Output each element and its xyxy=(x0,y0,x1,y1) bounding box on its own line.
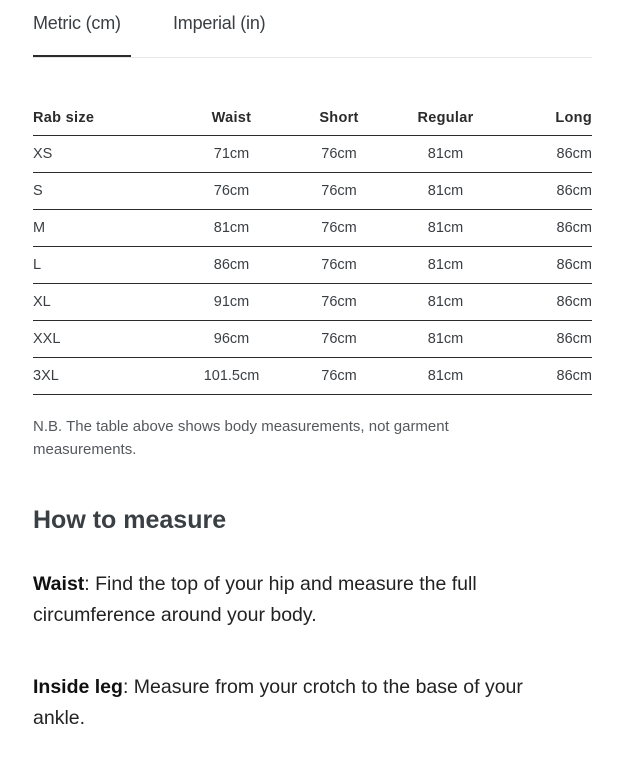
table-row xyxy=(33,172,592,209)
cell-long: 86cm xyxy=(493,357,592,394)
cell-size: S xyxy=(33,172,183,209)
cell-short: 76cm xyxy=(280,283,398,320)
table-row xyxy=(33,357,592,394)
cell-regular: 81cm xyxy=(398,320,493,357)
cell-long: 86cm xyxy=(493,246,592,283)
cell-waist: 96cm xyxy=(183,320,280,357)
waist-text: : Find the top of your hip and measure the full circumference around your body. xyxy=(33,573,477,626)
cell-short: 76cm xyxy=(280,172,398,209)
table-row xyxy=(33,246,592,283)
inside-leg-text: : Measure from your crotch to the base of your ankle. xyxy=(33,676,523,729)
table-row xyxy=(33,283,592,320)
waist-instruction xyxy=(33,569,573,631)
header-waist: Waist xyxy=(183,98,280,135)
cell-long: 86cm xyxy=(493,320,592,357)
cell-regular: 81cm xyxy=(398,135,493,172)
tab-metric[interactable]: Metric (cm) xyxy=(33,13,121,33)
cell-short: 76cm xyxy=(280,209,398,246)
size-chart-table xyxy=(33,98,592,395)
table-row xyxy=(33,135,592,172)
table-header-row xyxy=(33,98,592,135)
cell-waist: 81cm xyxy=(183,209,280,246)
cell-waist: 101.5cm xyxy=(183,357,280,394)
cell-long: 86cm xyxy=(493,209,592,246)
cell-regular: 81cm xyxy=(398,357,493,394)
cell-size: L xyxy=(33,246,183,283)
measurement-note: N.B. The table above shows body measurements, not garment measurements. xyxy=(33,418,449,458)
table-row xyxy=(33,320,592,357)
active-tab-indicator xyxy=(33,55,131,57)
cell-waist: 86cm xyxy=(183,246,280,283)
cell-size: 3XL xyxy=(33,357,183,394)
cell-size: XS xyxy=(33,135,183,172)
cell-waist: 76cm xyxy=(183,172,280,209)
how-to-measure-heading: How to measure xyxy=(33,506,227,534)
cell-short: 76cm xyxy=(280,357,398,394)
cell-waist: 91cm xyxy=(183,283,280,320)
inside-leg-instruction xyxy=(33,672,573,734)
inside-leg-term: Inside leg xyxy=(33,676,123,698)
cell-size: XL xyxy=(33,283,183,320)
cell-long: 86cm xyxy=(493,172,592,209)
cell-long: 86cm xyxy=(493,135,592,172)
header-regular: Regular xyxy=(398,98,493,135)
cell-size: M xyxy=(33,209,183,246)
cell-waist: 71cm xyxy=(183,135,280,172)
cell-short: 76cm xyxy=(280,246,398,283)
header-long: Long xyxy=(493,98,592,135)
table-row xyxy=(33,209,592,246)
header-rab-size: Rab size xyxy=(33,98,183,135)
cell-regular: 81cm xyxy=(398,209,493,246)
cell-short: 76cm xyxy=(280,135,398,172)
cell-size: XXL xyxy=(33,320,183,357)
header-short: Short xyxy=(280,98,398,135)
unit-tabs xyxy=(33,0,592,58)
cell-short: 76cm xyxy=(280,320,398,357)
waist-term: Waist xyxy=(33,573,85,595)
cell-regular: 81cm xyxy=(398,172,493,209)
cell-regular: 81cm xyxy=(398,246,493,283)
cell-regular: 81cm xyxy=(398,283,493,320)
tab-imperial[interactable]: Imperial (in) xyxy=(173,13,266,33)
cell-long: 86cm xyxy=(493,283,592,320)
